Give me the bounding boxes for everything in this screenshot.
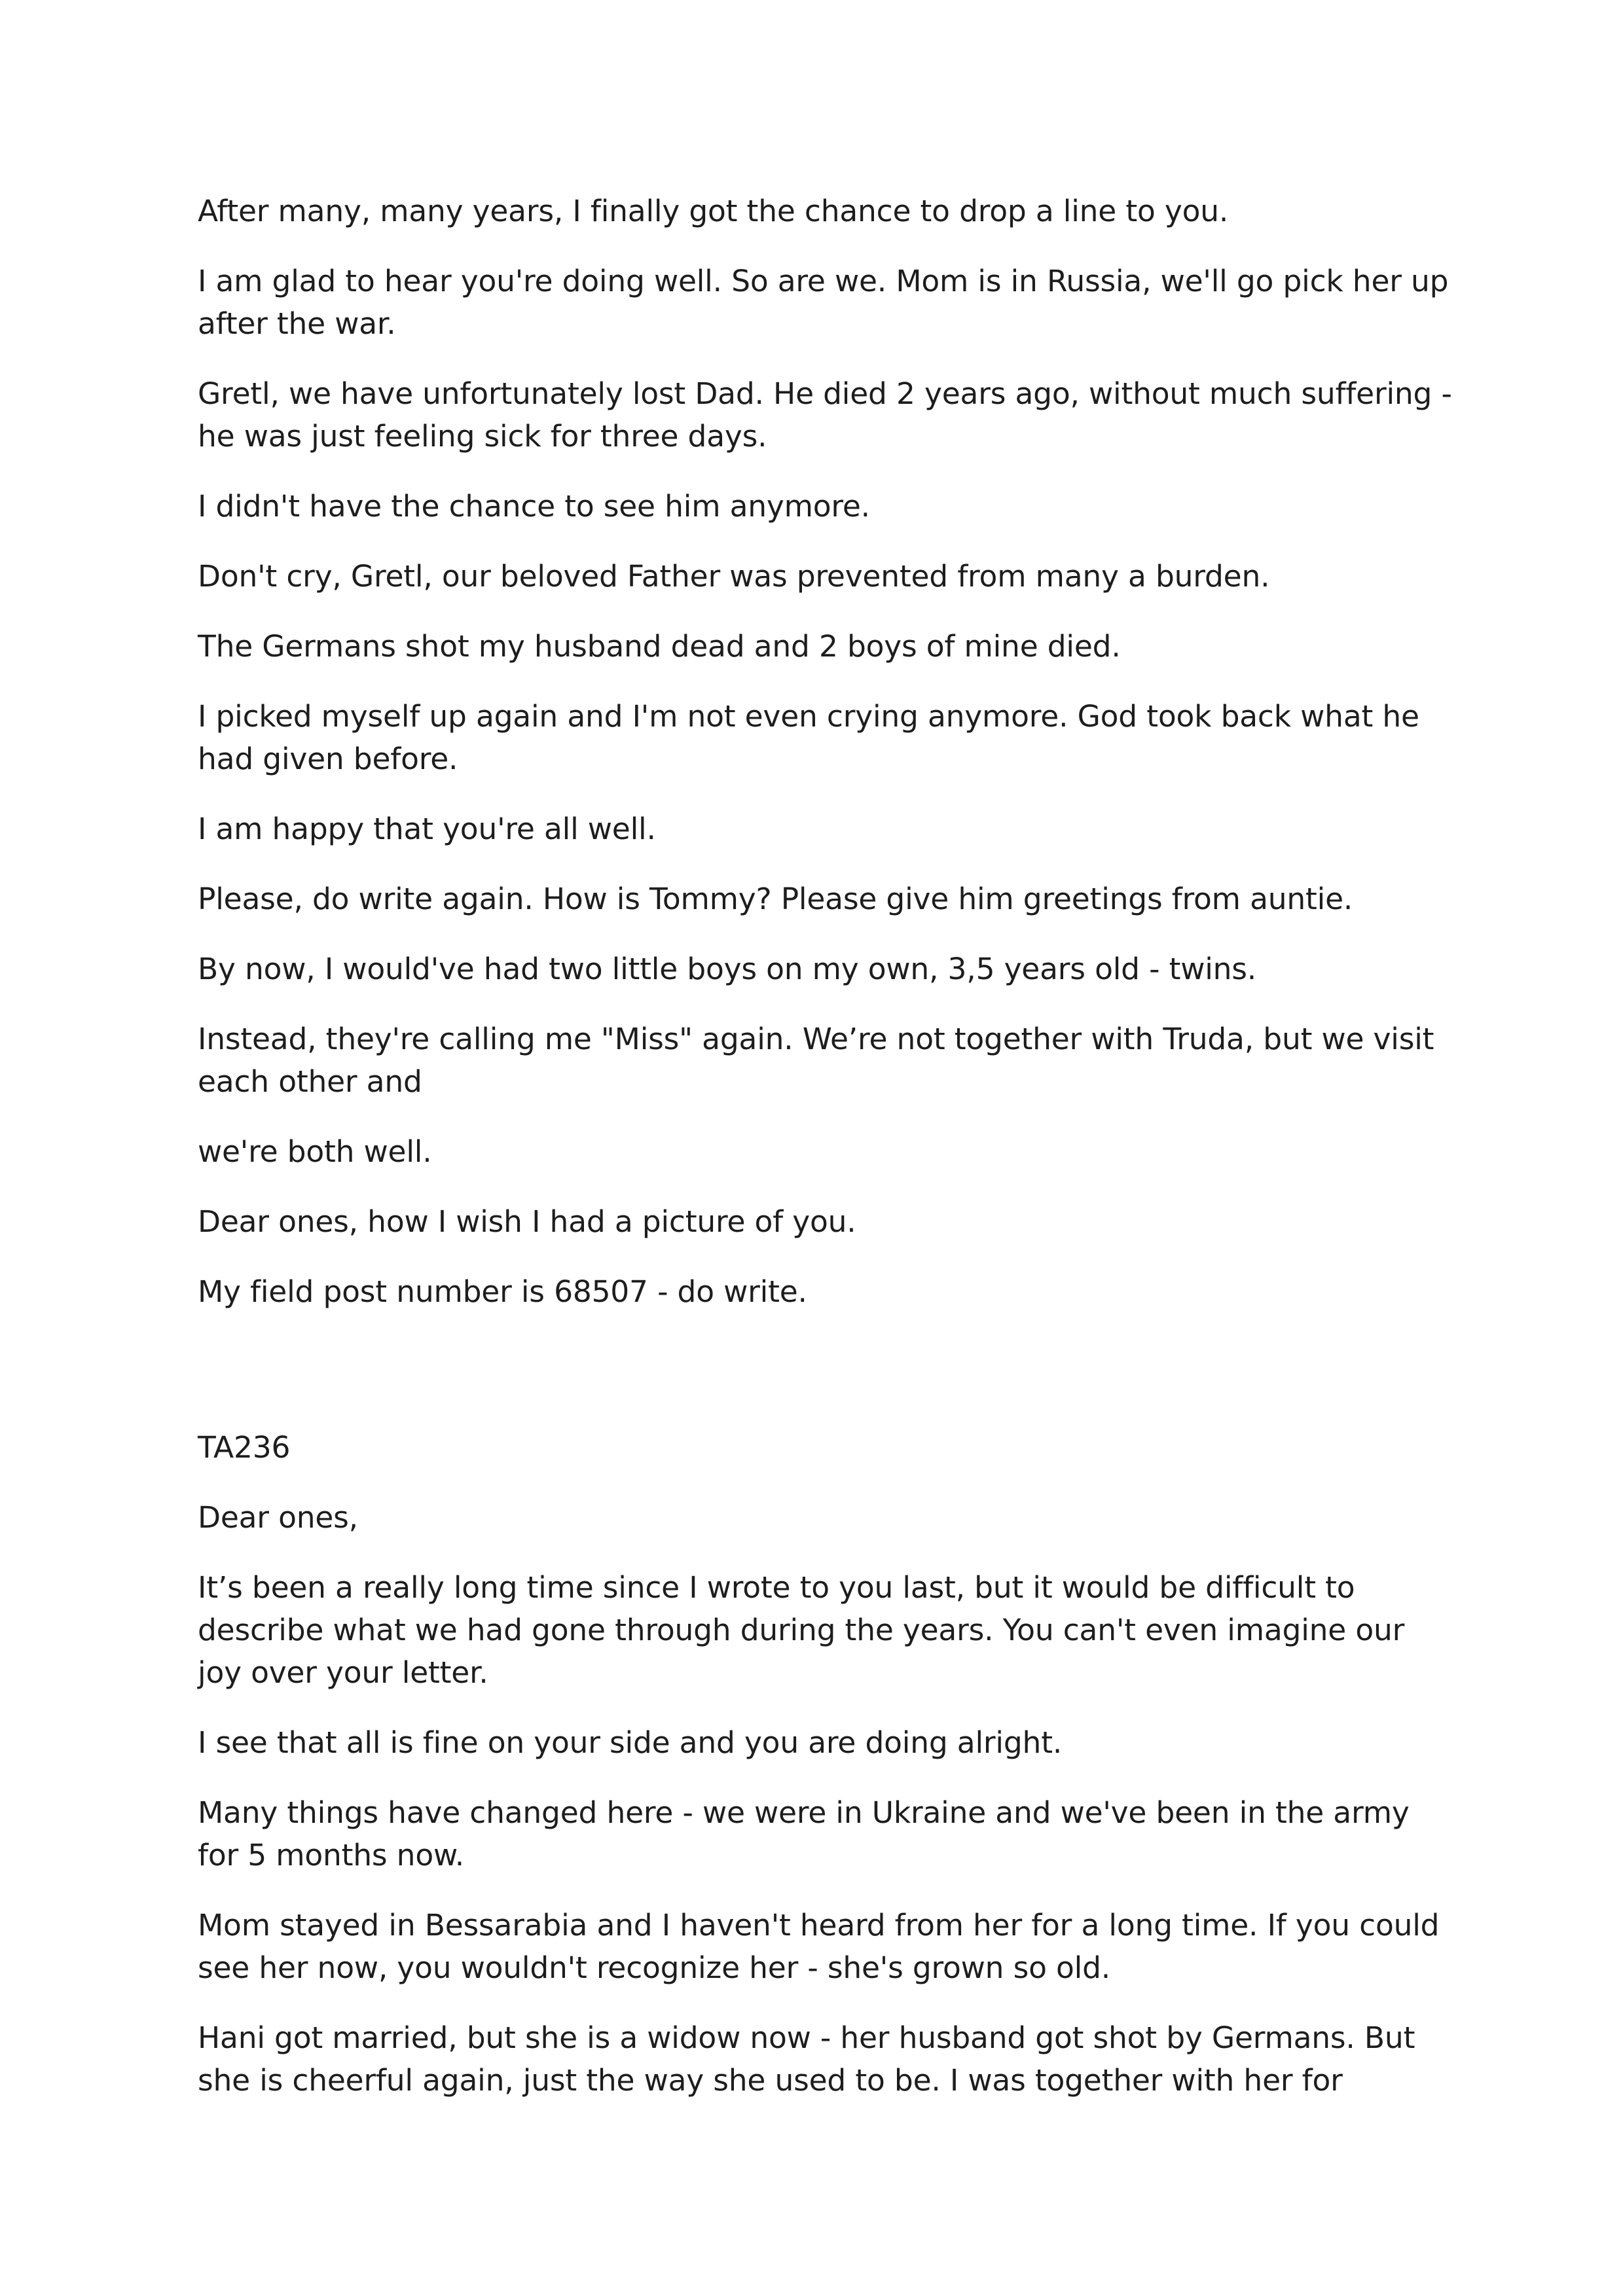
letter-one-paragraph: By now, I would've had two little boys on my own, 3,5 years old - twins. <box>198 952 1257 986</box>
letter-one-paragraph: I picked myself up again and I'm not even crying anymore. God took back what he had given before. <box>198 699 1419 776</box>
section-gap <box>198 1340 1455 1426</box>
letter-one-paragraph: After many, many years, I finally got the chance to drop a line to you. <box>198 194 1229 228</box>
letter-two-salutation: Dear ones, <box>198 1500 358 1535</box>
letter-one-paragraph: I didn't have the chance to see him anymore. <box>198 489 870 524</box>
letter-one-paragraph: Instead, they're calling me "Miss" again. We’re not together with Truda, but we visit each other and <box>198 1022 1434 1099</box>
letter-two-paragraph: Many things have changed here - we were in Ukraine and we've been in the army for 5 months now. <box>198 1795 1410 1873</box>
letter-two-paragraph: I see that all is fine on your side and you are doing alright. <box>198 1725 1063 1760</box>
letter-two-paragraph: Hani got married, but she is a widow now - her husband got shot by Germans. But she is cheerful again, just the way she used to be. I was together with her for <box>198 2020 1415 2098</box>
letter-one-paragraph: I am happy that you're all well. <box>198 812 656 846</box>
letter-one-paragraph: My field post number is 68507 - do write. <box>198 1274 807 1309</box>
letter-two-paragraph: It’s been a really long time since I wrote to you last, but it would be difficult to describe what we had gone through during the years. You can't even imagine our joy over your letter. <box>198 1570 1405 1690</box>
letter-two-paragraph: Mom stayed in Bessarabia and I haven't heard from her for a long time. If you could see her now, you wouldn't recognize her - she's grown so old. <box>198 1908 1440 1985</box>
letter-reference-code: TA236 <box>198 1430 291 1465</box>
letter-one-paragraph: Dear ones, how I wish I had a picture of you. <box>198 1204 856 1239</box>
letter-one-paragraph: Please, do write again. How is Tommy? Please give him greetings from auntie. <box>198 882 1353 916</box>
letter-one-paragraph: The Germans shot my husband dead and 2 boys of mine died. <box>198 629 1121 664</box>
letter-one-paragraph: we're both well. <box>198 1134 432 1169</box>
letter-text-body <box>198 190 1455 2129</box>
letter-one-paragraph: I am glad to hear you're doing well. So are we. Mom is in Russia, we'll go pick her up after the war. <box>198 264 1449 341</box>
letter-one-paragraph: Don't cry, Gretl, our beloved Father was prevented from many a burden. <box>198 559 1270 594</box>
letter-one-paragraph: Gretl, we have unfortunately lost Dad. He died 2 years ago, without much suffering - he was just feeling sick for three days. <box>198 376 1452 454</box>
